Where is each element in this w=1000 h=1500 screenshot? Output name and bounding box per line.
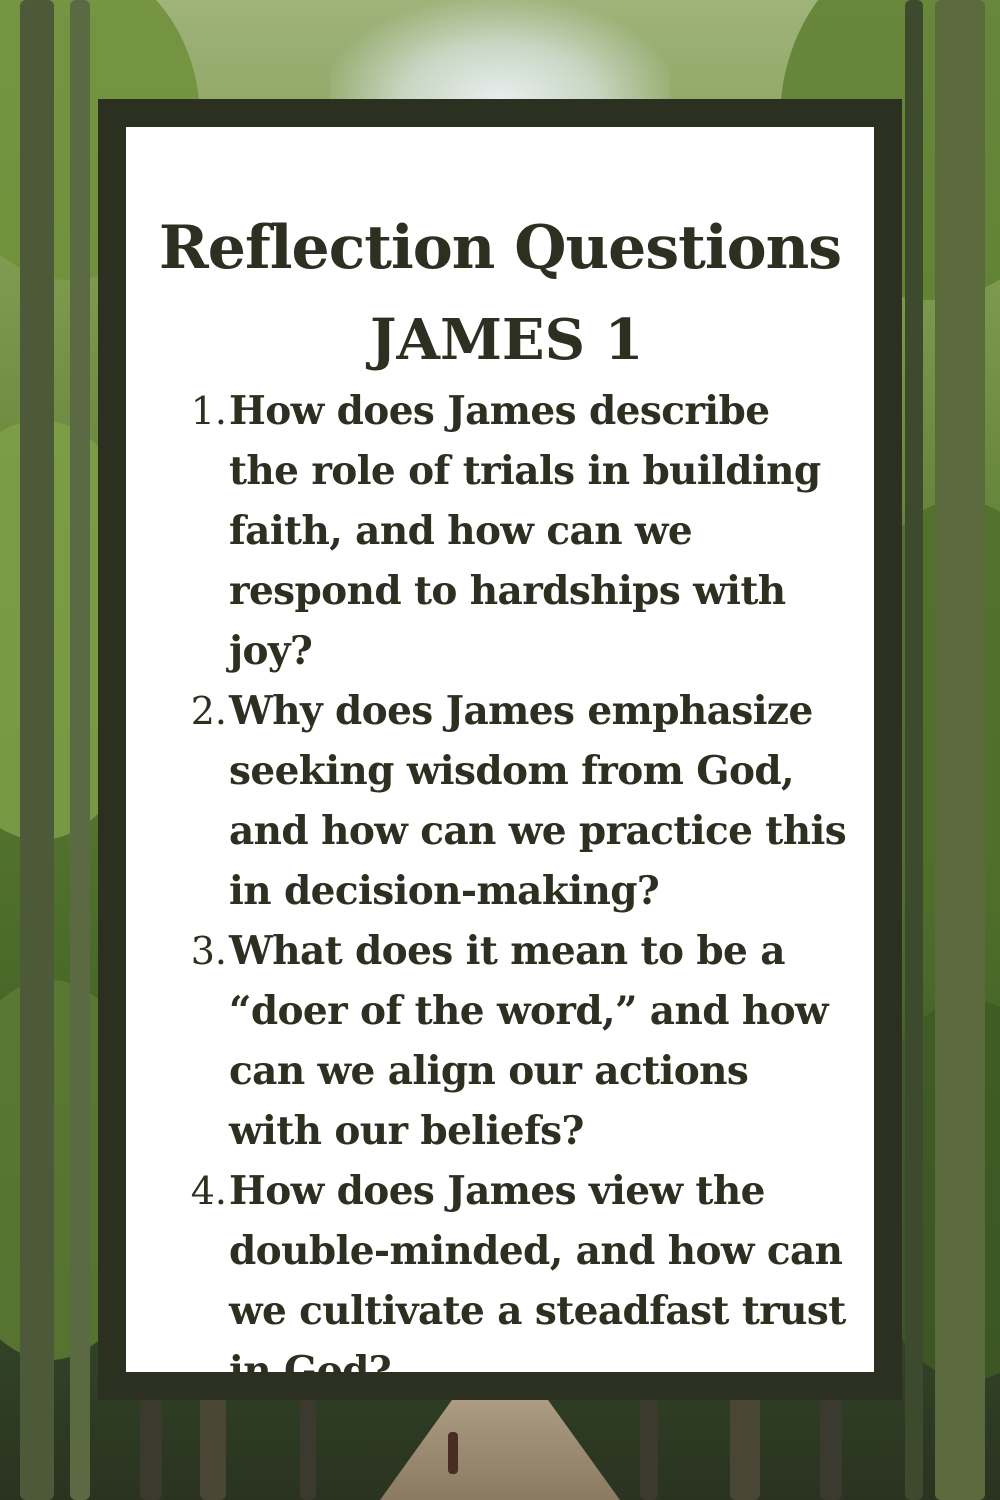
question-number: 2.	[190, 689, 227, 733]
question-item	[126, 1161, 874, 1401]
question-number: 4.	[190, 1169, 227, 1213]
card-title: Reflection Questions	[158, 213, 842, 283]
card-frame	[98, 99, 902, 1400]
question-text: Why does James emphasize seeking wisdom from God, and how can we practice this in decision-making?	[229, 688, 847, 914]
walking-person	[448, 1432, 458, 1474]
question-list	[126, 381, 874, 1401]
question-number: 1.	[190, 389, 227, 433]
card-subtitle: JAMES 1	[370, 307, 644, 373]
question-text: How does James view the double-minded, and how can we cultivate a steadfast trust in God?	[229, 1168, 846, 1394]
question-text: What does it mean to be a “doer of the word,” and how can we align our actions with our beliefs?	[229, 928, 828, 1154]
question-item	[126, 681, 874, 921]
question-text: How does James describe the role of trials in building faith, and how can we respond to hardships with joy?	[229, 388, 821, 674]
reflection-card	[126, 127, 874, 1394]
question-item	[126, 381, 874, 681]
question-number: 3.	[190, 929, 227, 973]
question-item	[126, 921, 874, 1161]
